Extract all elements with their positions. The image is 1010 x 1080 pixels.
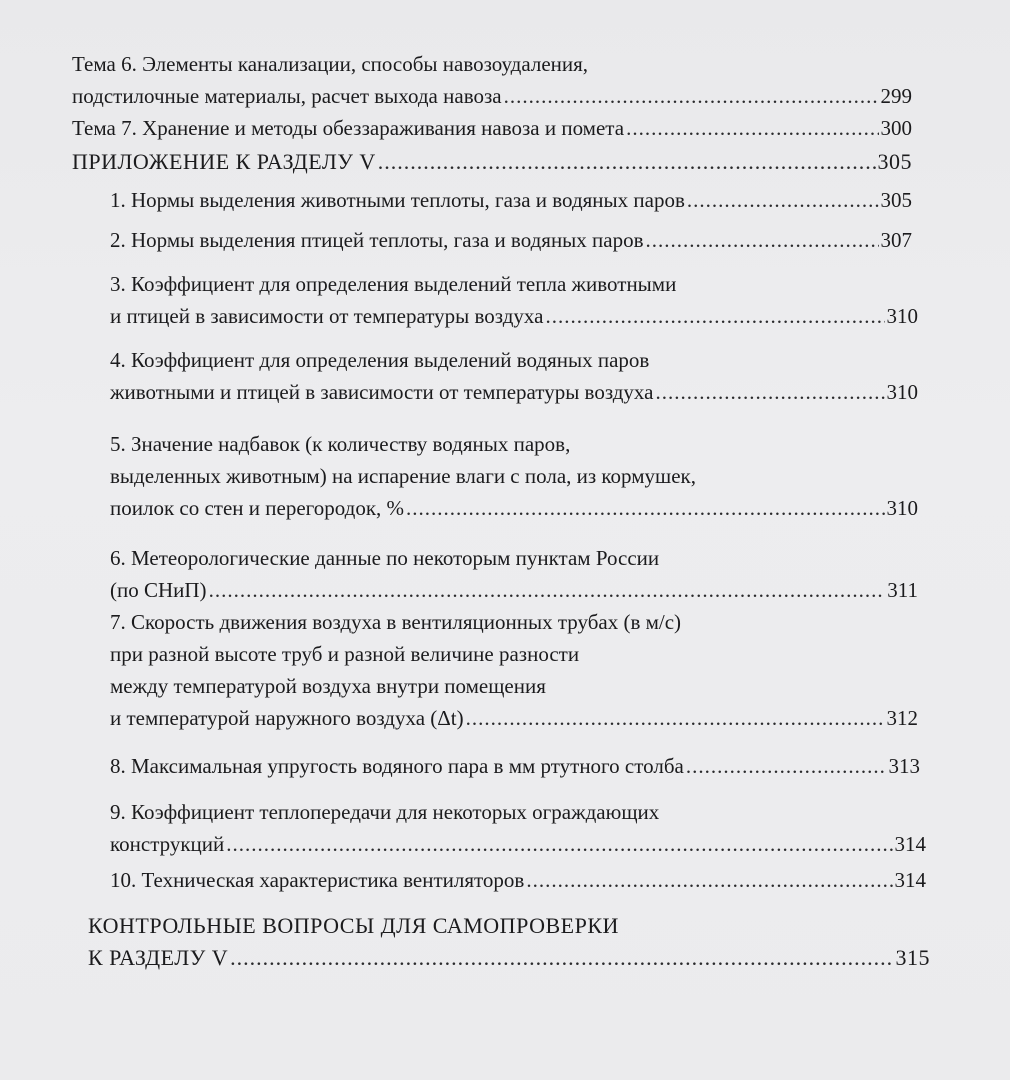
toc-entry-title: К РАЗДЕЛУ V (88, 945, 229, 970)
toc-entry-last-line (72, 112, 912, 144)
page-number: 310 (886, 496, 918, 520)
toc-entry-title: конструкций (110, 832, 225, 856)
dot-leader (209, 574, 886, 606)
toc-entry-title: 8. Максимальная упругость водяного пара в мм ртутного столба (110, 754, 684, 778)
toc-entry-control-questions (88, 910, 930, 974)
toc-entry-title: 10. Техническая характеристика вентиляторов (110, 868, 525, 892)
toc-entry-line: между температурой воздуха внутри помещения (110, 674, 546, 698)
dot-leader (686, 750, 887, 782)
toc-entry-last-line (110, 300, 918, 332)
toc-entry-appendix-9 (110, 796, 926, 860)
toc-entry-last-line (110, 828, 926, 860)
toc-entry-last-line (72, 146, 912, 178)
toc-entry-title: 2. Нормы выделения птицей теплоты, газа и водяных паров (110, 228, 644, 252)
toc-entry-line: 6. Метеорологические данные по некоторым пунктам России (110, 546, 660, 570)
toc-entry-last-line (110, 376, 918, 408)
toc-entry-last-line (110, 224, 912, 256)
page-number: 314 (894, 832, 926, 856)
toc-entry-appendix-6 (110, 542, 918, 606)
dot-leader (504, 80, 879, 112)
toc-entry-title: и птицей в зависимости от температуры воздуха (110, 304, 544, 328)
page-number: 313 (888, 754, 920, 778)
toc-entry-title: 1. Нормы выделения животными теплоты, газа и водяных паров (110, 188, 685, 212)
toc-entry-last-line (88, 942, 930, 974)
toc-entry-line: при разной высоте труб и разной величине разности (110, 642, 580, 666)
toc-entry-last-line (110, 184, 912, 216)
dot-leader (230, 942, 893, 974)
dot-leader (655, 376, 884, 408)
toc-entry-last-line (110, 702, 918, 734)
toc-entry-title: ПРИЛОЖЕНИЕ К РАЗДЕЛУ V (72, 149, 376, 174)
toc-entry-last-line (110, 864, 926, 896)
page-number: 305 (880, 188, 912, 212)
toc-entry-line: выделенных животным) на испарение влаги с пола, из кормушек, (110, 464, 696, 488)
toc-entry-title: и температурой наружного воздуха (Δt) (110, 706, 464, 730)
toc-entry-appendix-10 (110, 864, 926, 896)
toc-entry-appendix-5 (110, 428, 918, 524)
toc-entry-line: Тема 6. Элементы канализации, способы навозоудаления, (72, 52, 589, 76)
toc-entry-line: 5. Значение надбавок (к количеству водяных паров, (110, 432, 571, 456)
toc-entry-last-line (110, 492, 918, 524)
toc-entry-line: 9. Коэффициент теплопередачи для некоторых ограждающих (110, 800, 660, 824)
toc-entry-line: 7. Скорость движения воздуха в вентиляционных трубах (в м/с) (110, 610, 682, 634)
toc-entry-appendix-3 (110, 268, 918, 332)
dot-leader (406, 492, 884, 524)
toc-entry-last-line (110, 574, 918, 606)
toc-entry-title: Тема 7. Хранение и методы обеззараживания навоза и помета (72, 116, 625, 140)
toc-entry-line: 4. Коэффициент для определения выделений водяных паров (110, 348, 650, 372)
toc-entry-appendix-2 (110, 224, 912, 256)
page-number: 311 (887, 578, 918, 602)
toc-entry-appendix-4 (110, 344, 918, 408)
page-number: 300 (880, 116, 912, 140)
toc-entry-appendix-8 (110, 750, 920, 782)
toc-entry-last-line (72, 80, 912, 112)
toc-entry-title: (по СНиП) (110, 578, 207, 602)
dot-leader (646, 224, 879, 256)
page-number: 310 (886, 380, 918, 404)
page-number: 310 (886, 304, 918, 328)
dot-leader (378, 146, 876, 178)
toc-entry-line: КОНТРОЛЬНЫЕ ВОПРОСЫ ДЛЯ САМОПРОВЕРКИ (88, 913, 619, 938)
toc-entry-line: 3. Коэффициент для определения выделений тепла животными (110, 272, 677, 296)
page-number: 307 (880, 228, 912, 252)
dot-leader (466, 702, 885, 734)
toc-entry-title: животными и птицей в зависимости от температуры воздуха (110, 380, 654, 404)
page-number: 315 (895, 945, 930, 970)
dot-leader (526, 864, 892, 896)
toc-entry-appendix (72, 146, 912, 178)
toc-entry-last-line (110, 750, 920, 782)
dot-leader (226, 828, 892, 860)
page-number: 312 (886, 706, 918, 730)
page-number: 305 (877, 149, 912, 174)
dot-leader (687, 184, 879, 216)
toc-entry-appendix-7 (110, 606, 918, 734)
toc-entry-title: поилок со стен и перегородок, % (110, 496, 405, 520)
page-number: 314 (894, 868, 926, 892)
page-number: 299 (880, 84, 912, 108)
dot-leader (545, 300, 884, 332)
toc-entry-theme-7 (72, 112, 912, 144)
dot-leader (626, 112, 878, 144)
toc-entry-appendix-1 (110, 184, 912, 216)
toc-entry-title: подстилочные материалы, расчет выхода навоза (72, 84, 502, 108)
toc-entry-theme-6 (72, 48, 912, 112)
